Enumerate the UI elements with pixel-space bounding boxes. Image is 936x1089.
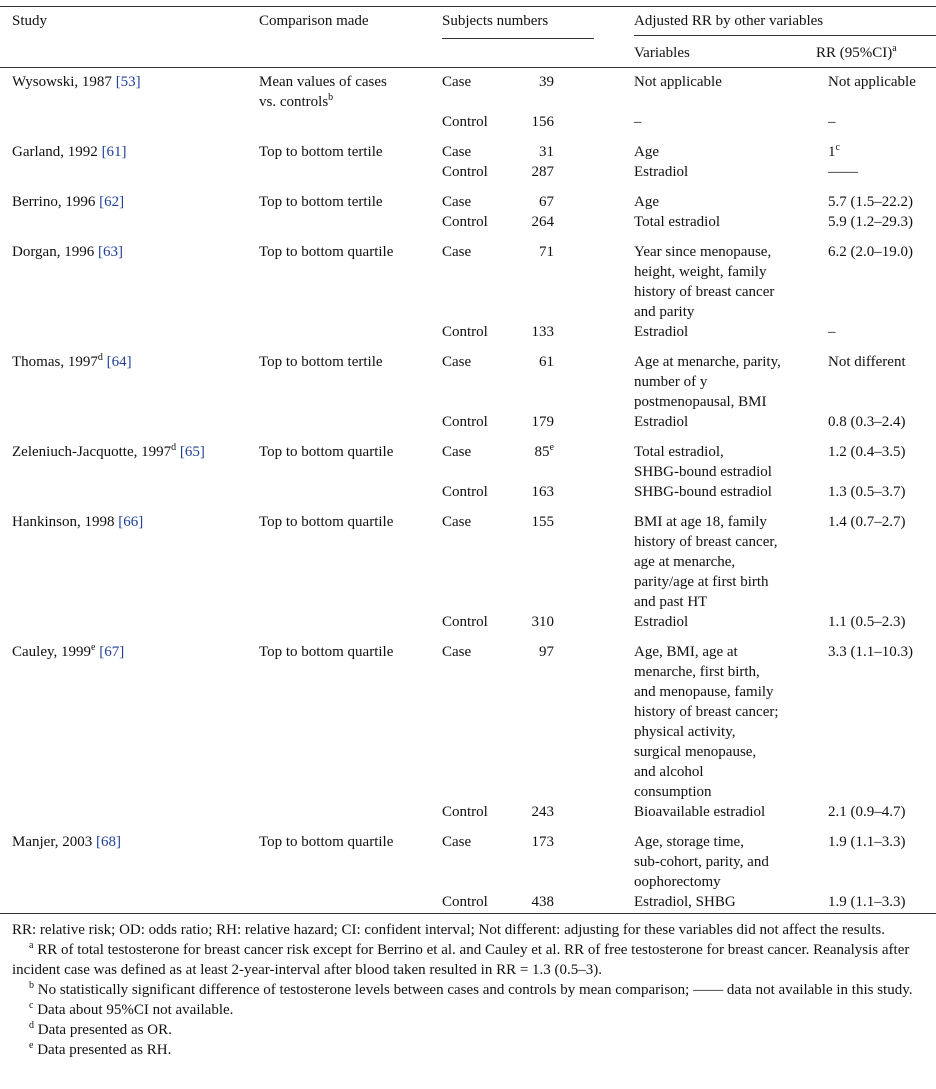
control-variables: – xyxy=(634,114,642,130)
control-label: Control xyxy=(442,894,488,910)
control-variables: Estradiol xyxy=(634,414,689,430)
case-variables: number of y xyxy=(634,374,708,390)
header-adjusted: Adjusted RR by other variables xyxy=(634,13,824,29)
case-rr: 6.2 (2.0–19.0) xyxy=(828,244,913,260)
study-reference-link[interactable]: [64] xyxy=(106,354,132,370)
control-rr: 0.8 (0.3–2.4) xyxy=(828,414,906,430)
control-variables: SHBG-bound estradiol xyxy=(634,484,772,500)
case-count: 155 xyxy=(531,514,554,530)
comparison-text: Top to bottom tertile xyxy=(259,194,383,210)
case-count: 39 xyxy=(539,74,554,90)
study-name: Wysowski, 1987 [53] xyxy=(12,74,141,90)
case-variables: postmenopausal, BMI xyxy=(634,394,767,410)
case-label: Case xyxy=(442,354,472,370)
case-variables: Age, storage time, xyxy=(634,834,744,850)
header-study: Study xyxy=(12,13,48,29)
case-rr: Not applicable xyxy=(828,74,916,90)
case-variables: and parity xyxy=(634,304,695,320)
case-variables: sub-cohort, parity, and xyxy=(634,854,769,870)
control-count: 243 xyxy=(531,804,554,820)
control-label: Control xyxy=(442,164,488,180)
case-label: Case xyxy=(442,514,472,530)
case-variables: history of breast cancer xyxy=(634,284,775,300)
case-label: Case xyxy=(442,644,472,660)
control-label: Control xyxy=(442,614,488,630)
control-label: Control xyxy=(442,484,488,500)
case-variables: and past HT xyxy=(634,594,708,610)
case-variables: menarche, first birth, xyxy=(634,664,760,680)
case-variables: age at menarche, xyxy=(634,554,736,570)
case-label: Case xyxy=(442,194,472,210)
case-rr: 5.7 (1.5–22.2) xyxy=(828,194,913,210)
control-variables: Estradiol xyxy=(634,164,689,180)
control-count: 179 xyxy=(531,414,554,430)
case-variables: Age at menarche, parity, xyxy=(634,354,781,370)
case-count: 71 xyxy=(539,244,554,260)
study-reference-link[interactable]: [67] xyxy=(99,644,125,660)
case-count: 31 xyxy=(539,144,554,160)
table-rule-bottom xyxy=(0,913,936,914)
control-variables: Bioavailable estradiol xyxy=(634,804,766,820)
case-count: 85e xyxy=(534,442,554,460)
case-label: Case xyxy=(442,444,472,460)
footnote-e: $^e$ Data presented as RH. xyxy=(29,1040,172,1058)
case-label: Case xyxy=(442,244,472,260)
case-variables: Not applicable xyxy=(634,74,722,90)
case-count: 67 xyxy=(539,194,554,210)
case-rr: 3.3 (1.1–10.3) xyxy=(828,644,913,660)
case-variables: surgical menopause, xyxy=(634,744,757,760)
case-label: Case xyxy=(442,834,472,850)
study-name: Hankinson, 1998 [66] xyxy=(12,514,144,530)
case-count: 173 xyxy=(531,834,554,850)
control-count: 133 xyxy=(531,324,554,340)
study-name: Cauley, 1999e [67] xyxy=(12,642,125,660)
case-variables: BMI at age 18, family xyxy=(634,514,767,530)
study-reference-link[interactable]: [61] xyxy=(101,144,127,160)
study-name: Berrino, 1996 [62] xyxy=(12,194,125,210)
study-reference-link[interactable]: [62] xyxy=(99,194,125,210)
comparison-text: Top to bottom quartile xyxy=(259,644,394,660)
control-variables: Total estradiol xyxy=(634,214,721,230)
control-count: 287 xyxy=(531,164,554,180)
study-name: Thomas, 1997$^d$ [64] xyxy=(12,352,132,370)
control-count: 264 xyxy=(531,214,554,230)
case-variables: Year since menopause, xyxy=(634,244,772,260)
case-variables: parity/age at first birth xyxy=(634,574,769,590)
case-rr: 1$^c$ xyxy=(828,142,840,160)
header-comparison: Comparison made xyxy=(259,13,369,29)
study-reference-link[interactable]: [66] xyxy=(118,514,144,530)
control-rr: —— xyxy=(828,164,858,180)
footnote-d: $^d$ Data presented as OR. xyxy=(29,1020,172,1038)
control-label: Control xyxy=(442,414,488,430)
case-variables: oophorectomy xyxy=(634,874,721,890)
case-variables: Age xyxy=(634,194,659,210)
footnote-abbreviations: RR: relative risk; OD: odds ratio; RH: relative hazard; CI: confident interval; Not different: adjusting for these variables did not affect the results. xyxy=(12,922,885,938)
control-count: 163 xyxy=(531,484,554,500)
case-variables: history of breast cancer, xyxy=(634,534,778,550)
control-rr: – xyxy=(828,324,836,340)
control-rr: – xyxy=(828,114,836,130)
case-variables: and menopause, family xyxy=(634,684,774,700)
footnote-b: $^b$ No statistically significant difference of testosterone levels between cases and controls by mean comparison; —— data not available in this study. xyxy=(29,980,913,998)
control-count: 438 xyxy=(531,894,554,910)
control-label: Control xyxy=(442,804,488,820)
case-rr: Not different xyxy=(828,354,906,370)
control-rr: 2.1 (0.9–4.7) xyxy=(828,804,906,820)
header-subjects: Subjects numbers xyxy=(442,13,549,29)
case-variables: Total estradiol, xyxy=(634,444,724,460)
study-reference-link[interactable]: [68] xyxy=(95,834,121,850)
footnote-c: $^c$ Data about 95%CI not available. xyxy=(29,1000,234,1018)
comparison-text: vs. controls$^b$ xyxy=(259,92,334,110)
control-label: Control xyxy=(442,214,488,230)
case-variables: and alcohol xyxy=(634,764,704,780)
case-variables: height, weight, family xyxy=(634,264,767,280)
comparison-text: Top to bottom tertile xyxy=(259,144,383,160)
case-rr: 1.9 (1.1–3.3) xyxy=(828,834,906,850)
table-rule-top xyxy=(0,6,936,7)
control-label: Control xyxy=(442,114,488,130)
control-variables: Estradiol xyxy=(634,614,689,630)
footnotes xyxy=(12,920,924,1060)
study-reference-link[interactable]: [65] xyxy=(179,444,205,460)
header-rr: RR $(95\%CI)^a$ xyxy=(816,43,897,61)
case-variables: physical activity, xyxy=(634,724,736,740)
study-reference-link[interactable]: [63] xyxy=(97,244,123,260)
control-count: 310 xyxy=(531,614,554,630)
comparison-text: Mean values of cases xyxy=(259,74,387,90)
case-variables: SHBG-bound estradiol xyxy=(634,464,772,480)
rule-subjects xyxy=(442,38,594,39)
control-variables: Estradiol xyxy=(634,324,689,340)
table-rule-header xyxy=(0,67,936,68)
case-variables: Age xyxy=(634,144,659,160)
case-rr: 1.4 (0.7–2.7) xyxy=(828,514,906,530)
comparison-text: Top to bottom quartile xyxy=(259,244,394,260)
control-rr: 1.1 (0.5–2.3) xyxy=(828,614,906,630)
study-name: Dorgan, 1996 [63] xyxy=(12,244,123,260)
study-name: Garland, 1992 [61] xyxy=(12,144,127,160)
footnote-a: $^a$ RR of total testosterone for breast cancer risk except for Berrino et al. and Cauley et al. RR of free testosterone for breast cancer. Reanalysis after incident case was defined as at least 2-year-interval after blood taken resulted in RR = 1.3 (0.5–3). xyxy=(12,940,910,978)
case-count: 97 xyxy=(539,644,554,660)
comparison-text: Top to bottom tertile xyxy=(259,354,383,370)
study-name: Manjer, 2003 [68] xyxy=(12,834,121,850)
control-rr: 1.3 (0.5–3.7) xyxy=(828,484,906,500)
control-rr: 5.9 (1.2–29.3) xyxy=(828,214,913,230)
study-reference-link[interactable]: [53] xyxy=(115,74,141,90)
header-variables: Variables xyxy=(634,45,690,61)
rule-adjusted xyxy=(634,35,936,36)
control-count: 156 xyxy=(531,114,554,130)
case-rr: 1.2 (0.4–3.5) xyxy=(828,444,906,460)
case-count: 61 xyxy=(539,354,554,370)
study-name: Zeleniuch-Jacquotte, 1997$^d$ [65] xyxy=(12,442,205,460)
case-variables: history of breast cancer; xyxy=(634,704,779,720)
control-variables: Estradiol, SHBG xyxy=(634,894,736,910)
comparison-text: Top to bottom quartile xyxy=(259,834,394,850)
control-label: Control xyxy=(442,324,488,340)
control-rr: 1.9 (1.1–3.3) xyxy=(828,894,906,910)
case-label: Case xyxy=(442,74,472,90)
case-variables: Age, BMI, age at xyxy=(634,644,738,660)
comparison-text: Top to bottom quartile xyxy=(259,444,394,460)
comparison-text: Top to bottom quartile xyxy=(259,514,394,530)
case-variables: consumption xyxy=(634,784,712,800)
case-label: Case xyxy=(442,144,472,160)
